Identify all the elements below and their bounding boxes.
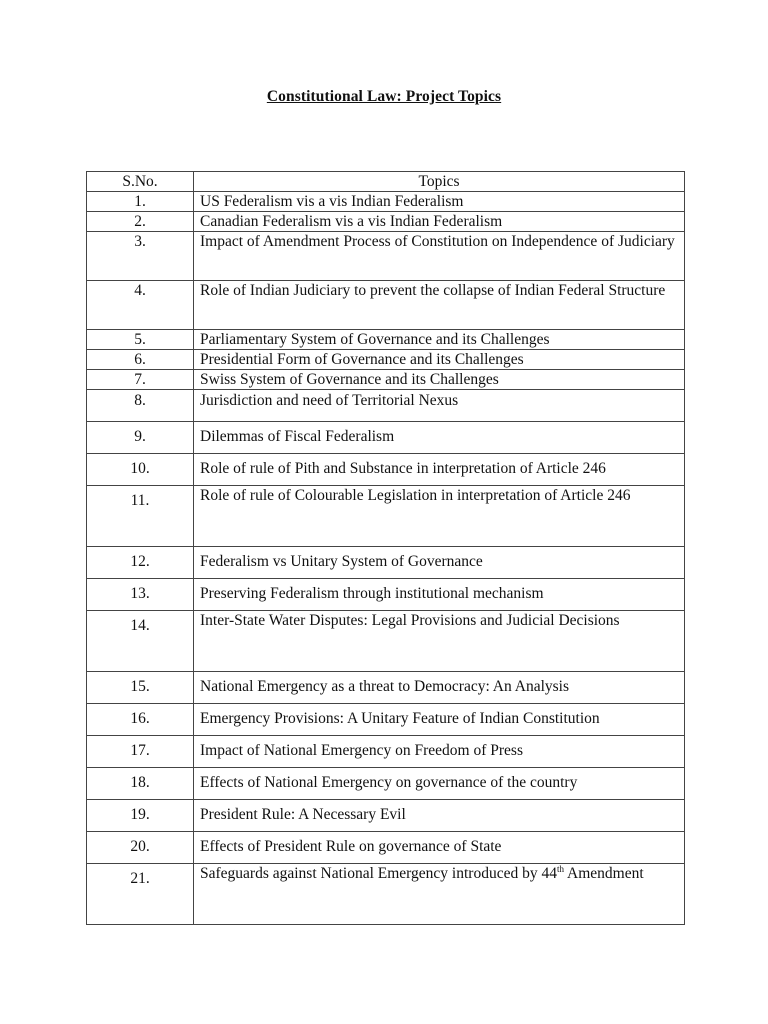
row-number: 2. bbox=[87, 212, 194, 232]
table-row bbox=[87, 212, 685, 232]
row-topic: Parliamentary System of Governance and its Challenges bbox=[194, 330, 685, 350]
table-header-row bbox=[87, 172, 685, 192]
row-topic: Impact of National Emergency on Freedom of Press bbox=[194, 736, 685, 768]
row-number: 4. bbox=[87, 281, 194, 330]
table-row bbox=[87, 370, 685, 390]
row-topic-text: Safeguards against National Emergency introduced by 44 bbox=[200, 865, 557, 882]
row-topic: Presidential Form of Governance and its Challenges bbox=[194, 350, 685, 370]
table-row bbox=[87, 547, 685, 579]
row-topic: Inter-State Water Disputes: Legal Provisions and Judicial Decisions bbox=[194, 611, 685, 672]
page-title: Constitutional Law: Project Topics bbox=[266, 88, 502, 105]
table-row bbox=[87, 768, 685, 800]
row-number: 13. bbox=[87, 579, 194, 611]
row-number: 8. bbox=[87, 390, 194, 422]
ordinal-suffix: th bbox=[556, 863, 564, 874]
table-row bbox=[87, 864, 685, 925]
table-row bbox=[87, 422, 685, 454]
row-topic: National Emergency as a threat to Democracy: An Analysis bbox=[194, 672, 685, 704]
table-row bbox=[87, 579, 685, 611]
row-number: 3. bbox=[87, 232, 194, 281]
table-row bbox=[87, 390, 685, 422]
row-topic bbox=[194, 864, 685, 925]
row-topic: Jurisdiction and need of Territorial Nexus bbox=[194, 390, 685, 422]
row-number: 21. bbox=[87, 864, 194, 925]
table-row bbox=[87, 672, 685, 704]
row-number: 9. bbox=[87, 422, 194, 454]
row-number: 11. bbox=[87, 486, 194, 547]
row-topic: Dilemmas of Fiscal Federalism bbox=[194, 422, 685, 454]
row-number: 15. bbox=[87, 672, 194, 704]
row-topic: Preserving Federalism through institutional mechanism bbox=[194, 579, 685, 611]
table-row bbox=[87, 232, 685, 281]
topic-column-header: Topics bbox=[194, 172, 685, 192]
table-row bbox=[87, 350, 685, 370]
sno-column-header: S.No. bbox=[87, 172, 194, 192]
row-number: 6. bbox=[87, 350, 194, 370]
row-topic: Role of rule of Pith and Substance in interpretation of Article 246 bbox=[194, 454, 685, 486]
row-topic: Effects of President Rule on governance of State bbox=[194, 832, 685, 864]
table-row bbox=[87, 704, 685, 736]
topics-table bbox=[86, 171, 685, 925]
row-topic: Swiss System of Governance and its Challenges bbox=[194, 370, 685, 390]
row-topic: President Rule: A Necessary Evil bbox=[194, 800, 685, 832]
table-row bbox=[87, 330, 685, 350]
table-row bbox=[87, 611, 685, 672]
row-number: 17. bbox=[87, 736, 194, 768]
row-number: 16. bbox=[87, 704, 194, 736]
row-topic: US Federalism vis a vis Indian Federalism bbox=[194, 192, 685, 212]
table-row bbox=[87, 832, 685, 864]
row-number: 5. bbox=[87, 330, 194, 350]
row-topic: Canadian Federalism vis a vis Indian Federalism bbox=[194, 212, 685, 232]
row-topic: Impact of Amendment Process of Constitution on Independence of Judiciary bbox=[194, 232, 685, 281]
table-row bbox=[87, 192, 685, 212]
row-number: 1. bbox=[87, 192, 194, 212]
row-topic-text-continued: Amendment bbox=[567, 865, 644, 882]
row-number: 18. bbox=[87, 768, 194, 800]
table-row bbox=[87, 736, 685, 768]
row-number: 12. bbox=[87, 547, 194, 579]
row-number: 14. bbox=[87, 611, 194, 672]
row-number: 20. bbox=[87, 832, 194, 864]
table-row bbox=[87, 281, 685, 330]
table-row bbox=[87, 800, 685, 832]
row-topic: Role of Indian Judiciary to prevent the collapse of Indian Federal Structure bbox=[194, 281, 685, 330]
row-topic: Emergency Provisions: A Unitary Feature of Indian Constitution bbox=[194, 704, 685, 736]
row-topic: Federalism vs Unitary System of Governance bbox=[194, 547, 685, 579]
table-row bbox=[87, 454, 685, 486]
row-number: 19. bbox=[87, 800, 194, 832]
row-number: 10. bbox=[87, 454, 194, 486]
table-row bbox=[87, 486, 685, 547]
row-number: 7. bbox=[87, 370, 194, 390]
row-topic: Effects of National Emergency on governance of the country bbox=[194, 768, 685, 800]
row-topic: Role of rule of Colourable Legislation in interpretation of Article 246 bbox=[194, 486, 685, 547]
